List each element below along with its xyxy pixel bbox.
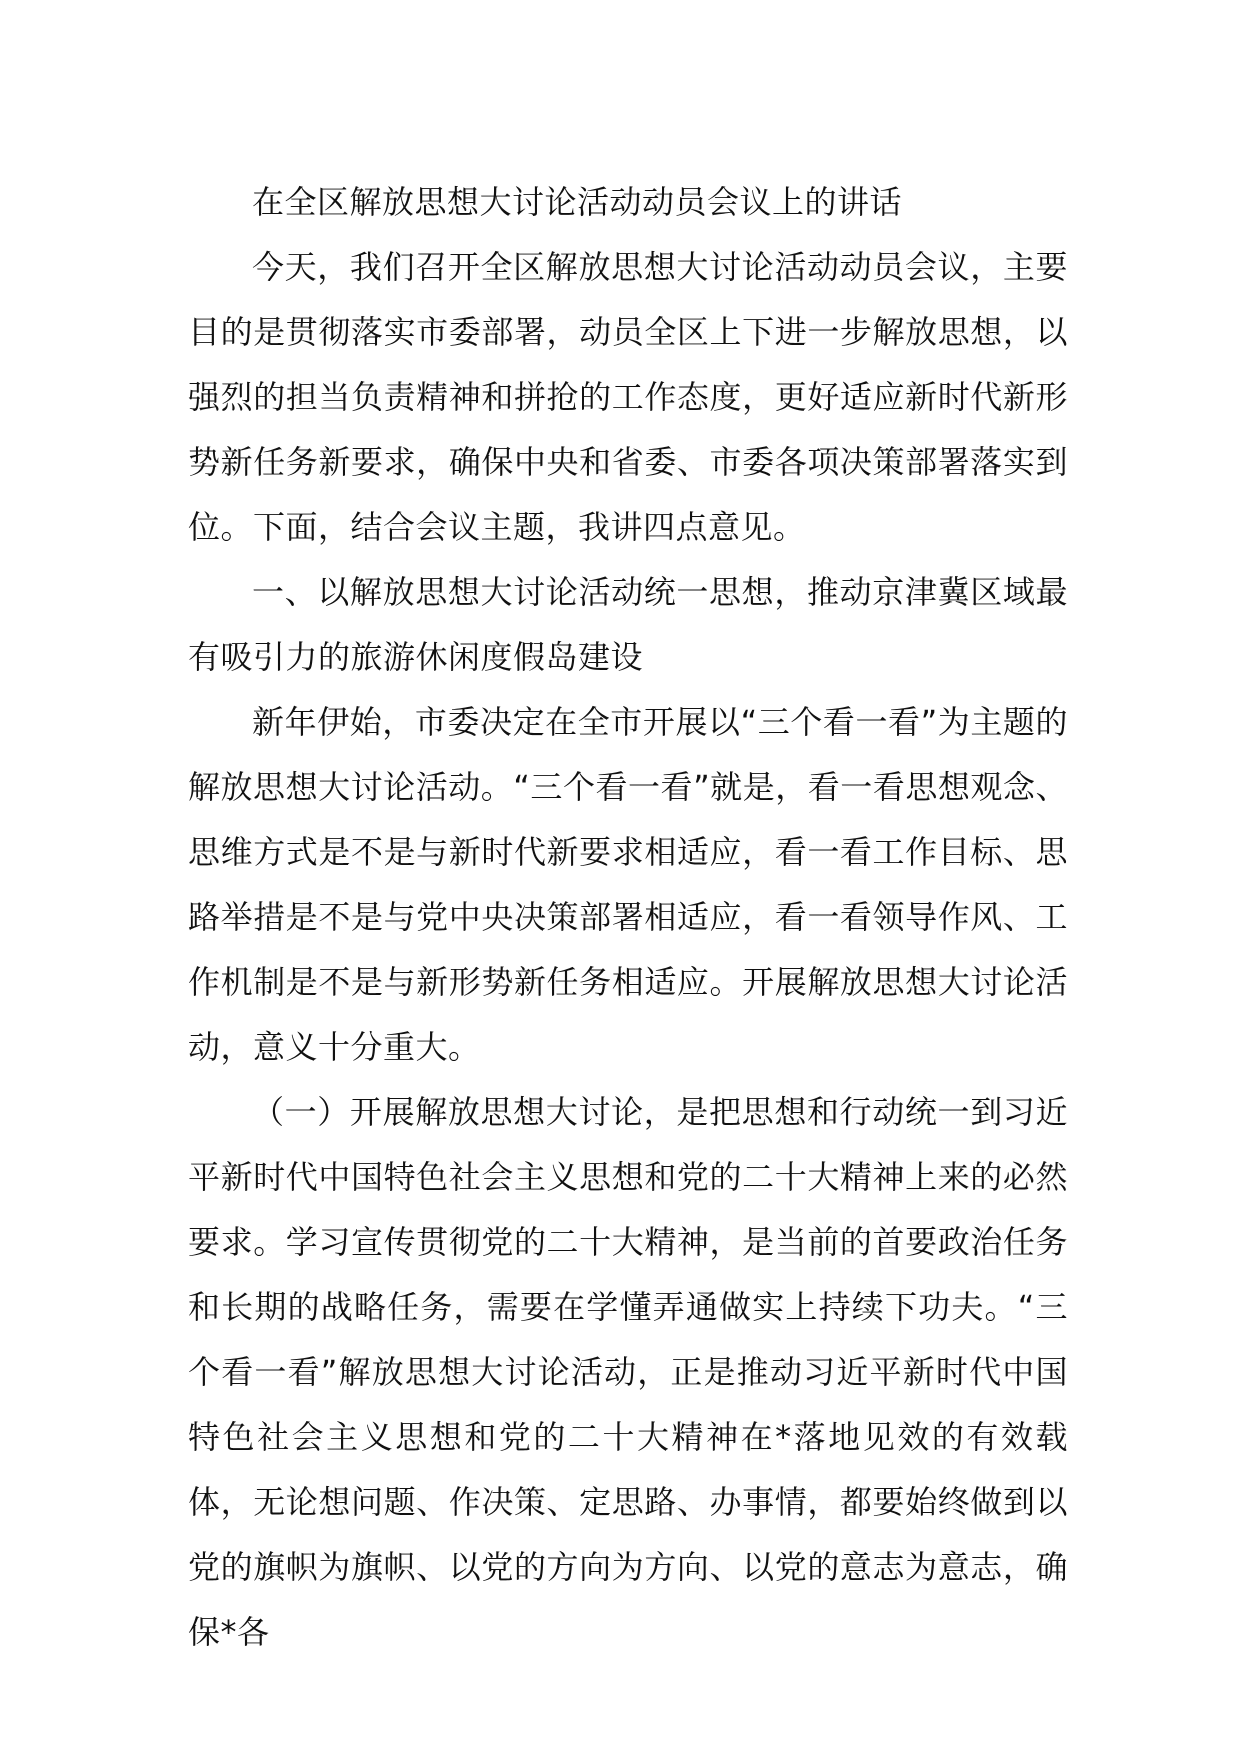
document-title: 在全区解放思想大讨论活动动员会议上的讲话 <box>252 183 903 221</box>
paragraph-background: 新年伊始，市委决定在全市开展以“三个看一看”为主题的解放思想大讨论活动。“三个看一看”就是，看一看思想观念、思维方式是不是与新时代新要求相适应，看一看工作目标、思路举措是不是与党中央决策部署相适应，看一看领导作风、工作机制是不是与新形势新任务相适应。开展解放思想大讨论活动，意义十分重大。 <box>188 703 1068 1066</box>
section-heading-1: 一、以解放思想大讨论活动统一思想，推动京津冀区域最有吸引力的旅游休闲度假岛建设 <box>188 573 1068 676</box>
paragraph-subpoint-1: （一）开展解放思想大讨论，是把思想和行动统一到习近平新时代中国特色社会主义思想和党的二十大精神上来的必然要求。学习宣传贯彻党的二十大精神，是当前的首要政治任务和长期的战略任务，需要在学懂弄通做实上持续下功夫。“三个看一看”解放思想大讨论活动，正是推动习近平新时代中国特色社会主义思想和党的二十大精神在*落地见效的有效载体，无论想问题、作决策、定思路、办事情，都要始终做到以党的旗帜为旗帜、以党的方向为方向、以党的意志为意志，确保*各 <box>188 1093 1068 1651</box>
document-body <box>188 170 1068 1665</box>
paragraph-opening: 今天，我们召开全区解放思想大讨论活动动员会议，主要目的是贯彻落实市委部署，动员全区上下进一步解放思想，以强烈的担当负责精神和拼抢的工作态度，更好适应新时代新形势新任务新要求，确保中央和省委、市委各项决策部署落实到位。下面，结合会议主题，我讲四点意见。 <box>188 248 1068 546</box>
